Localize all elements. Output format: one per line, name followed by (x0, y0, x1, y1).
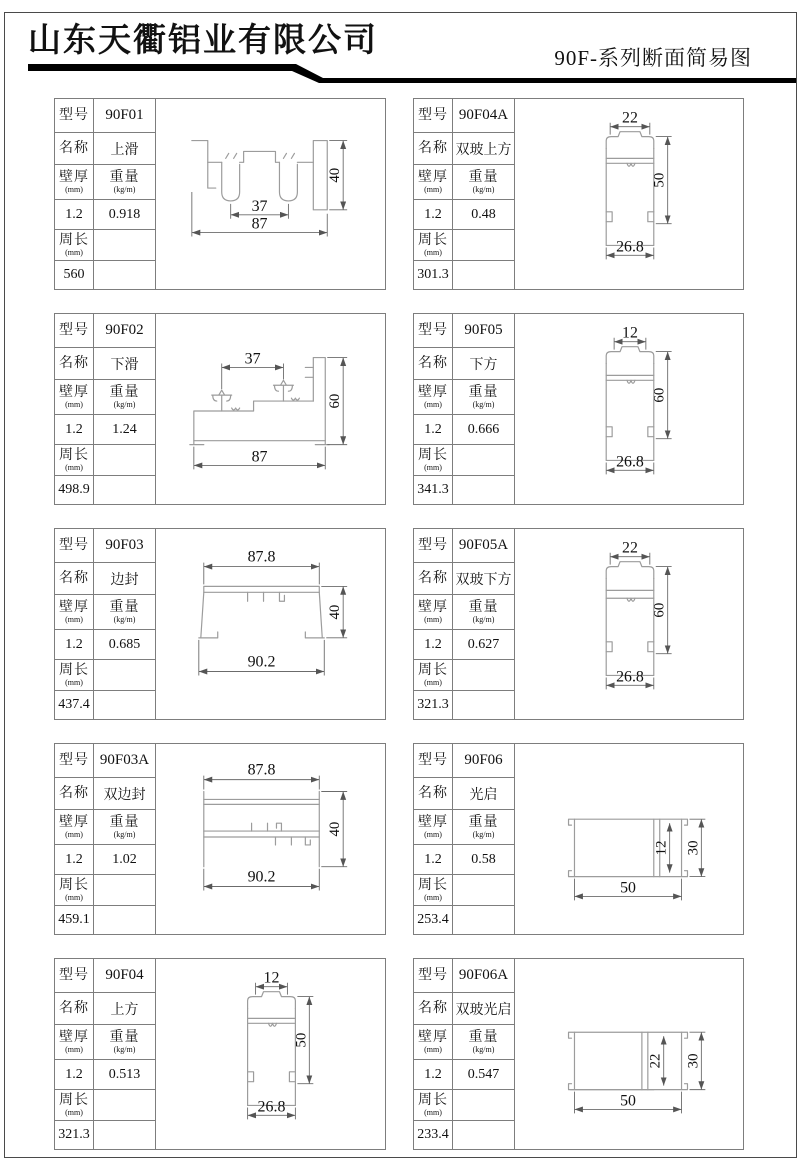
name-value: 双玻上方 (455, 142, 512, 158)
perimeter-unit: (mm) (424, 893, 442, 903)
wall-label: 壁厚 (59, 384, 89, 400)
name-label: 名称 (59, 785, 89, 801)
wall-label: 壁厚 (59, 1029, 89, 1045)
perimeter-unit: (mm) (65, 678, 83, 688)
weight-value: 0.513 (108, 1066, 141, 1082)
profile-outline (606, 347, 654, 461)
spec-table (55, 959, 156, 1149)
model-value: 90F03A (99, 752, 150, 768)
model-label: 型号 (59, 967, 89, 983)
model-label: 型号 (59, 537, 89, 553)
profile-card-90f06a (413, 958, 744, 1150)
name-value: 下滑 (110, 357, 139, 373)
weight-unit: (kg/m) (472, 1045, 495, 1055)
weight-unit: (kg/m) (472, 830, 495, 840)
perimeter-unit: (mm) (424, 463, 442, 473)
model-value: 90F06A (458, 967, 509, 983)
profile-card-90f01 (54, 98, 386, 290)
weight-label: 重量 (468, 384, 499, 400)
wall-value: 1.2 (424, 636, 442, 652)
profile-outline (190, 358, 329, 445)
weight-label: 重量 (109, 814, 140, 830)
weight-value: 0.58 (471, 851, 496, 867)
name-label: 名称 (418, 140, 448, 156)
dimension-lines (194, 351, 347, 470)
weight-value: 0.627 (467, 636, 500, 652)
dim-height: 60 (651, 387, 668, 403)
profile-drawing-90f02 (156, 314, 385, 504)
dim-height: 30 (685, 840, 702, 856)
dim-bottom-width: 26.8 (616, 453, 644, 471)
wall-unit: (mm) (424, 400, 442, 410)
weight-value: 1.24 (112, 421, 137, 437)
weight-label: 重量 (468, 169, 499, 185)
weight-value: 0.547 (467, 1066, 500, 1082)
wall-value: 1.2 (65, 421, 83, 437)
wall-unit: (mm) (65, 1045, 83, 1055)
name-label: 名称 (59, 570, 89, 586)
weight-unit: (kg/m) (113, 185, 136, 195)
name-value: 双边封 (103, 787, 146, 803)
wall-unit: (mm) (65, 615, 83, 625)
dim-width: 50 (620, 1092, 636, 1110)
perimeter-unit: (mm) (65, 463, 83, 473)
perimeter-label: 周长 (418, 662, 448, 678)
wall-label: 壁厚 (418, 814, 448, 830)
dim-inner-height: 22 (647, 1053, 664, 1069)
series-title: 90F-系列断面简易图 (554, 46, 752, 70)
profile-drawing-90f03a (156, 744, 385, 934)
dim-top-width: 12 (622, 324, 638, 342)
dimension-lines (574, 1032, 705, 1113)
dim-bottom-width: 90.2 (247, 653, 276, 671)
profile-card-90f03 (54, 528, 386, 720)
profile-drawing-90f01 (156, 99, 385, 289)
spec-table (55, 529, 156, 719)
weight-unit: (kg/m) (113, 400, 136, 410)
weight-unit: (kg/m) (113, 1045, 136, 1055)
dim-inner-height: 12 (653, 840, 670, 856)
perimeter-unit: (mm) (65, 248, 83, 258)
dim-bottom-width: 26.8 (616, 238, 644, 256)
model-value: 90F04 (105, 967, 144, 983)
company-title: 山东天衢铝业有限公司 (28, 23, 378, 59)
profile-outline (199, 586, 324, 637)
weight-value: 0.918 (108, 206, 141, 222)
weight-label: 重量 (109, 384, 140, 400)
perimeter-label: 周长 (59, 1092, 89, 1108)
perimeter-value: 321.3 (58, 1127, 90, 1142)
dim-height: 50 (651, 172, 668, 188)
profile-card-90f04 (54, 958, 386, 1150)
name-label: 名称 (418, 570, 448, 586)
perimeter-label: 周长 (59, 447, 89, 463)
wall-label: 壁厚 (418, 1029, 448, 1045)
dim-top-width: 87.8 (247, 548, 276, 566)
wall-value: 1.2 (65, 636, 83, 652)
model-value: 90F03 (105, 537, 144, 553)
wall-unit: (mm) (424, 830, 442, 840)
weight-label: 重量 (468, 814, 499, 830)
model-label: 型号 (59, 752, 89, 768)
spec-table (414, 99, 515, 289)
model-label: 型号 (418, 537, 448, 553)
spec-table (414, 529, 515, 719)
wall-value: 1.2 (424, 206, 442, 222)
name-label: 名称 (59, 140, 89, 156)
dimension-lines (248, 970, 314, 1120)
weight-label: 重量 (468, 1029, 499, 1045)
perimeter-label: 周长 (418, 877, 448, 893)
perimeter-value: 459.1 (58, 912, 90, 927)
dimension-lines (204, 762, 347, 891)
model-label: 型号 (59, 322, 89, 338)
profile-drawing-90f05a (515, 529, 743, 719)
dim-overall-width: 87 (251, 215, 268, 233)
wall-value: 1.2 (65, 206, 83, 222)
profile-card-90f05 (413, 313, 744, 505)
wall-value: 1.2 (424, 851, 442, 867)
perimeter-label: 周长 (59, 877, 89, 893)
name-value: 双玻光启 (455, 1002, 512, 1018)
weight-unit: (kg/m) (472, 615, 495, 625)
dim-height: 40 (327, 604, 344, 620)
name-value: 上方 (110, 1002, 139, 1018)
model-value: 90F05A (458, 537, 509, 553)
wall-unit: (mm) (424, 185, 442, 195)
perimeter-label: 周长 (59, 662, 89, 678)
profile-drawing-90f06 (515, 744, 743, 934)
name-label: 名称 (418, 1000, 448, 1016)
model-value: 90F01 (105, 107, 144, 123)
perimeter-label: 周长 (418, 447, 448, 463)
perimeter-unit: (mm) (65, 1108, 83, 1118)
model-value: 90F05 (464, 322, 503, 338)
dim-width: 50 (620, 879, 636, 897)
dim-bottom-width: 90.2 (247, 868, 276, 886)
spec-table (414, 744, 515, 934)
name-value: 上滑 (110, 142, 139, 158)
dim-height: 40 (327, 167, 344, 183)
wall-value: 1.2 (65, 1066, 83, 1082)
dim-inner-width: 37 (244, 350, 261, 368)
weight-label: 重量 (109, 1029, 140, 1045)
wall-label: 壁厚 (418, 384, 448, 400)
weight-unit: (kg/m) (113, 830, 136, 840)
profile-outline (606, 562, 654, 676)
dim-height: 60 (327, 393, 344, 409)
perimeter-label: 周长 (418, 232, 448, 248)
profile-drawing-90f05 (515, 314, 743, 504)
wall-label: 壁厚 (418, 169, 448, 185)
dim-height: 60 (651, 602, 668, 618)
weight-value: 0.48 (471, 206, 496, 222)
model-value: 90F06 (464, 752, 503, 768)
name-label: 名称 (418, 355, 448, 371)
model-label: 型号 (418, 967, 448, 983)
perimeter-value: 560 (63, 267, 85, 282)
model-label: 型号 (418, 752, 448, 768)
profile-drawing-90f04 (156, 959, 385, 1149)
dim-height: 30 (685, 1053, 702, 1069)
model-value: 90F02 (105, 322, 144, 338)
profile-card-90f05a (413, 528, 744, 720)
wall-value: 1.2 (424, 1066, 442, 1082)
perimeter-value: 437.4 (58, 697, 90, 712)
wall-unit: (mm) (65, 830, 83, 840)
wall-label: 壁厚 (59, 169, 89, 185)
perimeter-unit: (mm) (424, 248, 442, 258)
dim-inner-width: 37 (251, 197, 268, 215)
name-label: 名称 (59, 1000, 89, 1016)
wall-value: 1.2 (424, 421, 442, 437)
perimeter-unit: (mm) (424, 678, 442, 688)
perimeter-value: 498.9 (58, 482, 90, 497)
dimension-lines (574, 819, 705, 900)
name-value: 双玻下方 (455, 572, 512, 588)
perimeter-value: 253.4 (417, 912, 449, 927)
perimeter-value: 321.3 (417, 697, 449, 712)
dim-bottom-width: 26.8 (257, 1098, 286, 1116)
dimension-lines (199, 549, 347, 676)
profile-card-90f03a (54, 743, 386, 935)
spec-table (55, 744, 156, 934)
weight-label: 重量 (468, 599, 499, 615)
perimeter-label: 周长 (418, 1092, 448, 1108)
profile-outline (606, 132, 654, 246)
perimeter-value: 301.3 (417, 267, 449, 282)
dim-top-width: 22 (622, 539, 638, 557)
name-value: 光启 (469, 787, 498, 803)
profile-outline (569, 1032, 688, 1089)
profile-card-90f06 (413, 743, 744, 935)
weight-unit: (kg/m) (472, 400, 495, 410)
profile-card-90f04a (413, 98, 744, 290)
model-value: 90F04A (458, 107, 509, 123)
weight-value: 1.02 (112, 851, 137, 867)
profile-drawing-90f04a (515, 99, 743, 289)
spec-table (55, 314, 156, 504)
perimeter-value: 233.4 (417, 1127, 449, 1142)
profile-drawing-90f06a (515, 959, 743, 1149)
dim-height: 50 (293, 1032, 310, 1048)
weight-unit: (kg/m) (113, 615, 136, 625)
dim-bottom-width: 26.8 (616, 668, 644, 686)
dim-top-width: 22 (622, 109, 638, 127)
wall-label: 壁厚 (59, 814, 89, 830)
dim-height: 40 (327, 821, 344, 837)
spec-table (414, 314, 515, 504)
name-label: 名称 (418, 785, 448, 801)
wall-unit: (mm) (424, 1045, 442, 1055)
weight-label: 重量 (109, 169, 140, 185)
dimension-lines (606, 325, 671, 475)
profile-card-90f02 (54, 313, 386, 505)
wall-label: 壁厚 (418, 599, 448, 615)
profile-drawing-90f03 (156, 529, 385, 719)
wall-unit: (mm) (65, 185, 83, 195)
perimeter-value: 341.3 (417, 482, 449, 497)
dim-overall-width: 87 (251, 448, 268, 466)
dim-top-width: 87.8 (247, 761, 276, 779)
wall-label: 壁厚 (59, 599, 89, 615)
name-label: 名称 (59, 355, 89, 371)
weight-value: 0.666 (467, 421, 500, 437)
model-label: 型号 (418, 107, 448, 123)
profile-outline (248, 992, 296, 1106)
name-value: 下方 (469, 357, 498, 373)
wall-value: 1.2 (65, 851, 83, 867)
perimeter-unit: (mm) (424, 1108, 442, 1118)
perimeter-label: 周长 (59, 232, 89, 248)
perimeter-unit: (mm) (65, 893, 83, 903)
model-label: 型号 (59, 107, 89, 123)
name-value: 边封 (110, 572, 139, 588)
weight-unit: (kg/m) (472, 185, 495, 195)
weight-value: 0.685 (108, 636, 141, 652)
profile-outline (204, 792, 319, 867)
model-label: 型号 (418, 322, 448, 338)
wall-unit: (mm) (424, 615, 442, 625)
spec-table (55, 99, 156, 289)
dim-top-width: 12 (263, 969, 280, 987)
weight-label: 重量 (109, 599, 140, 615)
wall-unit: (mm) (65, 400, 83, 410)
spec-table (414, 959, 515, 1149)
